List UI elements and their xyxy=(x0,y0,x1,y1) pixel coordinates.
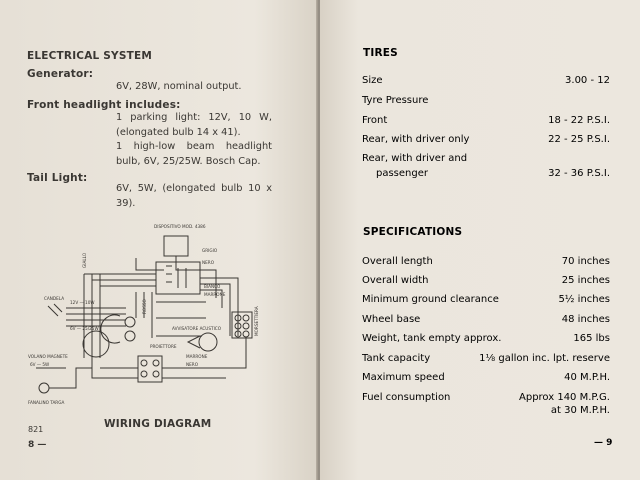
label-rosso: ROSSO xyxy=(142,299,147,314)
tail-light-value: 6V, 5W, (elongated bulb 10 x 39). xyxy=(116,183,272,209)
label-6v-25w: 6V — 25/25W xyxy=(70,326,99,331)
spec-label: Minimum ground clearance xyxy=(362,294,499,305)
spec-value: 70 inches xyxy=(561,256,610,267)
label-giallo: GIALLO xyxy=(82,252,87,268)
tire-label: Rear, with driver only xyxy=(362,134,470,145)
spec-value: 25 inches xyxy=(561,275,610,286)
tire-value: 3.00 - 12 xyxy=(565,75,610,86)
tire-value: 22 - 25 P.S.I. xyxy=(548,134,610,145)
wiring-diagram-title: WIRING DIAGRAM xyxy=(104,418,212,430)
tire-label: Front xyxy=(362,115,388,126)
spec-value: 40 M.P.H. xyxy=(564,372,610,383)
spec-label: Overall length xyxy=(362,256,433,267)
spec-value: 165 lbs xyxy=(573,333,610,344)
terminal-block-bottom xyxy=(138,356,162,382)
label-grigio: GRIGIO xyxy=(202,248,218,253)
spec-value: 48 inches xyxy=(561,314,610,325)
label-candela: CANDELA xyxy=(44,296,65,301)
right-page-number: — 9 xyxy=(594,438,613,448)
label-bianco: BIANCO xyxy=(204,284,221,289)
tire-value: 18 - 22 P.S.I. xyxy=(548,115,610,126)
left-page xyxy=(0,0,319,480)
spec-label: Wheel base xyxy=(362,314,421,325)
tires-heading: TIRES xyxy=(363,47,398,59)
headlight-value-beam: 1 high-low beam headlight bulb, 6V, 25/25W. Bosch Cap. xyxy=(116,141,272,167)
spec-value: Approx 140 M.P.G. xyxy=(519,392,610,403)
label-marrone-2: MARRONE xyxy=(186,354,208,359)
spec-label: Weight, tank empty approx. xyxy=(362,333,502,344)
label-morsettiera: MORSETTIERA xyxy=(254,306,259,336)
spec-value: 1⅛ gallon inc. lpt. reserve xyxy=(479,353,610,364)
wiring-diagram xyxy=(26,218,276,408)
label-nero: NERO xyxy=(202,260,214,265)
flywheel-magneto-symbol xyxy=(83,331,109,357)
horn-symbol xyxy=(199,333,217,351)
label-volano: VOLANO MAGNETE xyxy=(28,354,68,359)
spec-label: Tank capacity xyxy=(362,353,431,364)
device-box xyxy=(164,236,188,256)
label-proiettore: PROIETTORE xyxy=(150,344,177,349)
tire-label: Tyre Pressure xyxy=(362,95,429,106)
label-avvisatore: AVVISATORE ACUSTICO xyxy=(172,326,222,331)
label-nero-2: NERO xyxy=(186,362,198,367)
tail-light-symbol xyxy=(39,383,49,393)
tail-light-label: Tail Light: xyxy=(27,172,88,184)
label-fanalino: FANALINO TARGA xyxy=(28,400,65,405)
generator-value: 6V, 28W, nominal output. xyxy=(116,81,242,92)
left-page-number: 8 — xyxy=(28,440,47,450)
label-marrone: MARRONE xyxy=(204,292,226,297)
tire-label: Rear, with driver and xyxy=(362,153,468,164)
spec-label: Fuel consumption xyxy=(362,392,451,403)
generator-label: Generator: xyxy=(27,68,94,80)
headlight-label: Front headlight includes: xyxy=(27,99,181,111)
document-code: 821 xyxy=(28,425,44,434)
electrical-system-heading: ELECTRICAL SYSTEM xyxy=(27,50,152,62)
tire-label: passenger xyxy=(376,168,428,179)
label-dispositivo: DISPOSITIVO MOD. 4386 xyxy=(154,224,206,229)
tire-value: 32 - 36 P.S.I. xyxy=(548,168,610,179)
spec-label: Overall width xyxy=(362,275,429,286)
spec-value: 5½ inches xyxy=(558,294,610,305)
label-12v: 12V — 10W xyxy=(70,300,95,305)
spec-value: at 30 M.P.H. xyxy=(550,405,610,416)
tire-label: Size xyxy=(362,75,383,86)
spec-label: Maximum speed xyxy=(362,372,445,383)
label-6v-5w: 6V — 5W xyxy=(30,362,50,367)
specifications-heading: SPECIFICATIONS xyxy=(363,226,463,238)
headlight-value-parking: 1 parking light: 12V, 10 W, (elongated bulb 14 x 41). xyxy=(116,112,272,138)
